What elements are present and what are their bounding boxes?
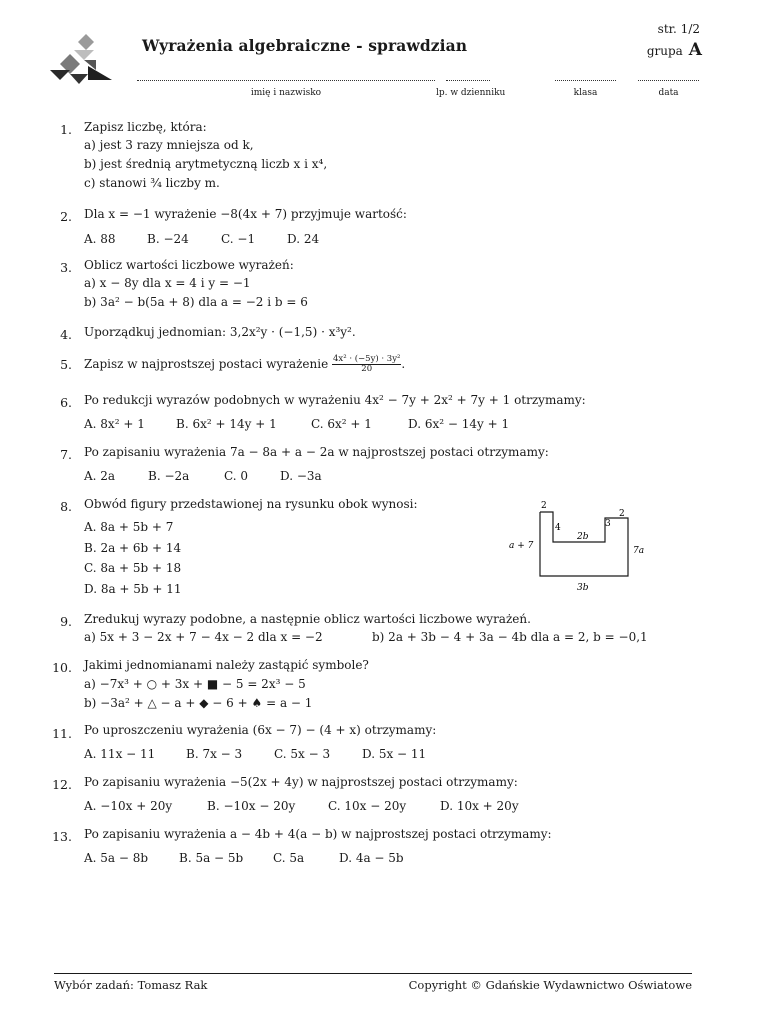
- footer-copyright: Copyright © Gdańskie Wydawnictwo Oświatowe: [408, 978, 692, 992]
- answer-option[interactable]: D. 5x − 11: [362, 747, 427, 761]
- answer-option[interactable]: D. −3a: [280, 469, 322, 483]
- problem-text: Po zapisaniu wyrażenia 7a − 8a + a − 2a w najprostszej postaci otrzymamy:: [84, 445, 549, 459]
- answer-option[interactable]: A. 8x² + 1: [84, 417, 145, 431]
- answer-option[interactable]: A. 88: [84, 232, 116, 246]
- problem-subitem: b) −3a² + △ − a + ◆ − 6 + ♠ = a − 1: [84, 696, 313, 710]
- answer-option[interactable]: C. 6x² + 1: [311, 417, 372, 431]
- worksheet-title: Wyrażenia algebraiczne - sprawdzian: [142, 36, 468, 55]
- problem-text: Uporządkuj jednomian: 3,2x²y · (−1,5) · x³y².: [84, 325, 356, 339]
- problem-number: 13.: [52, 829, 72, 844]
- problem-number: 2.: [60, 209, 72, 224]
- answer-option[interactable]: C. 0: [224, 469, 249, 483]
- answer-option[interactable]: D. 10x + 20y: [440, 799, 519, 813]
- problem-text: Oblicz wartości liczbowe wyrażeń:: [84, 258, 294, 272]
- problem-subitem: b) 2a + 3b − 4 + 3a − 4b dla a = 2, b = −0,1: [372, 630, 648, 644]
- answer-option[interactable]: A. 2a: [84, 469, 116, 483]
- answer-option[interactable]: D. 6x² − 14y + 1: [408, 417, 510, 431]
- figure-label: 3b: [577, 583, 589, 593]
- class-number-field[interactable]: [436, 72, 506, 98]
- answer-option[interactable]: D. 24: [287, 232, 320, 246]
- answer-option[interactable]: A. 8a + 5b + 7: [84, 520, 174, 534]
- answer-option[interactable]: A. 5a − 8b: [84, 851, 149, 865]
- problem-subitem: b) jest średnią arytmetyczną liczb x i x⁴,: [84, 157, 328, 171]
- problem-text: Obwód figury przedstawionej na rysunku obok wynosi:: [84, 497, 418, 511]
- problem-number: 5.: [60, 357, 72, 372]
- answer-option[interactable]: B. −24: [147, 232, 189, 246]
- group-label: grupa: [646, 44, 683, 58]
- class-field[interactable]: [555, 72, 616, 98]
- problem-subitem: b) 3a² − b(5a + 8) dla a = −2 i b = 6: [84, 295, 308, 309]
- name-field[interactable]: [137, 72, 435, 98]
- perimeter-figure: [505, 498, 655, 598]
- problem-subitem: a) x − 8y dla x = 4 i y = −1: [84, 276, 251, 290]
- figure-label: 7a: [633, 546, 645, 556]
- problem-number: 1.: [60, 122, 72, 137]
- figure-label: 2b: [577, 532, 589, 542]
- problem-text: Po zapisaniu wyrażenia −5(2x + 4y) w najprostszej postaci otrzymamy:: [84, 775, 518, 789]
- problem-subitem: a) −7x³ + ○ + 3x + ■ − 5 = 2x³ − 5: [84, 677, 306, 691]
- problem-number: 6.: [60, 395, 72, 410]
- problem-number: 9.: [60, 614, 72, 629]
- figure-label: 2: [619, 509, 625, 519]
- answer-option[interactable]: D. 8a + 5b + 11: [84, 582, 182, 596]
- date-field-label: data: [658, 88, 679, 98]
- figure-outline: [540, 512, 628, 576]
- answer-option[interactable]: C. 8a + 5b + 18: [84, 561, 182, 575]
- problem-number: 3.: [60, 260, 72, 275]
- problem-subitem: a) jest 3 razy mniejsza od k,: [84, 138, 254, 152]
- answer-option[interactable]: B. −10x − 20y: [207, 799, 296, 813]
- class-field-label: klasa: [573, 88, 598, 98]
- answer-option[interactable]: C. 10x − 20y: [328, 799, 407, 813]
- problem-number: 4.: [60, 327, 72, 342]
- problem-text: Dla x = −1 wyrażenie −8(4x + 7) przyjmuje wartość:: [84, 207, 407, 221]
- answer-option[interactable]: B. −2a: [148, 469, 190, 483]
- figure-label: a + 7: [509, 541, 534, 551]
- problem-number: 10.: [52, 660, 72, 675]
- answer-option[interactable]: B. 7x − 3: [186, 747, 243, 761]
- answer-option[interactable]: B. 5a − 5b: [179, 851, 244, 865]
- answer-option[interactable]: B. 2a + 6b + 14: [84, 541, 182, 555]
- problem-text: Zapisz w najprostszej postaci wyrażenie $\frac{\text{4x² · (−5y) · 3y²}}{20}$ .: [84, 354, 406, 374]
- answer-option[interactable]: C. 5x − 3: [274, 747, 331, 761]
- problem-text: Jakimi jednomianami należy zastąpić symbole?: [84, 658, 369, 672]
- answer-option[interactable]: D. 4a − 5b: [339, 851, 404, 865]
- figure-label: 3: [605, 519, 611, 529]
- problem-text: Zapisz liczbę, która:: [84, 120, 207, 134]
- problem-number: 8.: [60, 499, 72, 514]
- group-indicator: [647, 40, 702, 60]
- problem-text: Po zapisaniu wyrażenia a − 4b + 4(a − b) w najprostszej postaci otrzymamy:: [84, 827, 552, 841]
- publisher-logo: [48, 30, 114, 88]
- fraction-numerator: 4x² · (−5y) · 3y²: [333, 354, 401, 364]
- figure-label: 2: [541, 501, 547, 511]
- problem-text: Zredukuj wyrazy podobne, a następnie oblicz wartości liczbowe wyrażeń.: [84, 612, 531, 626]
- class-number-field-label: lp. w dzienniku: [436, 88, 506, 98]
- answer-option[interactable]: C. −1: [221, 232, 256, 246]
- problem-subitem: a) 5x + 3 − 2x + 7 − 4x − 2 dla x = −2: [84, 630, 323, 644]
- fraction: [332, 355, 401, 374]
- problem-number: 7.: [60, 447, 72, 462]
- problem-number: 11.: [52, 726, 72, 741]
- problem-text: Po uproszczeniu wyrażenia (6x − 7) − (4 + x) otrzymamy:: [84, 723, 437, 737]
- figure-label: 4: [555, 523, 561, 533]
- answer-option[interactable]: A. −10x + 20y: [84, 799, 173, 813]
- answer-option[interactable]: A. 11x − 11: [84, 747, 156, 761]
- problem-text: Po redukcji wyrazów podobnych w wyrażeniu 4x² − 7y + 2x² + 7y + 1 otrzymamy:: [84, 393, 586, 407]
- answer-option[interactable]: C. 5a: [273, 851, 305, 865]
- answer-option[interactable]: B. 6x² + 14y + 1: [176, 417, 277, 431]
- problem-subitem: c) stanowi ¾ liczby m.: [84, 176, 220, 190]
- problem-text-part: Zapisz w najprostszej postaci wyrażenie: [84, 357, 329, 371]
- fraction-denominator: 20: [361, 364, 373, 374]
- page-number: str. 1/2: [657, 22, 700, 36]
- footer-author: Wybór zadań: Tomasz Rak: [54, 978, 208, 992]
- date-field[interactable]: [638, 72, 699, 98]
- footer-divider: [54, 973, 692, 974]
- group-letter: A: [688, 40, 702, 60]
- name-field-label: imię i nazwisko: [250, 88, 322, 98]
- problem-number: 12.: [52, 777, 72, 792]
